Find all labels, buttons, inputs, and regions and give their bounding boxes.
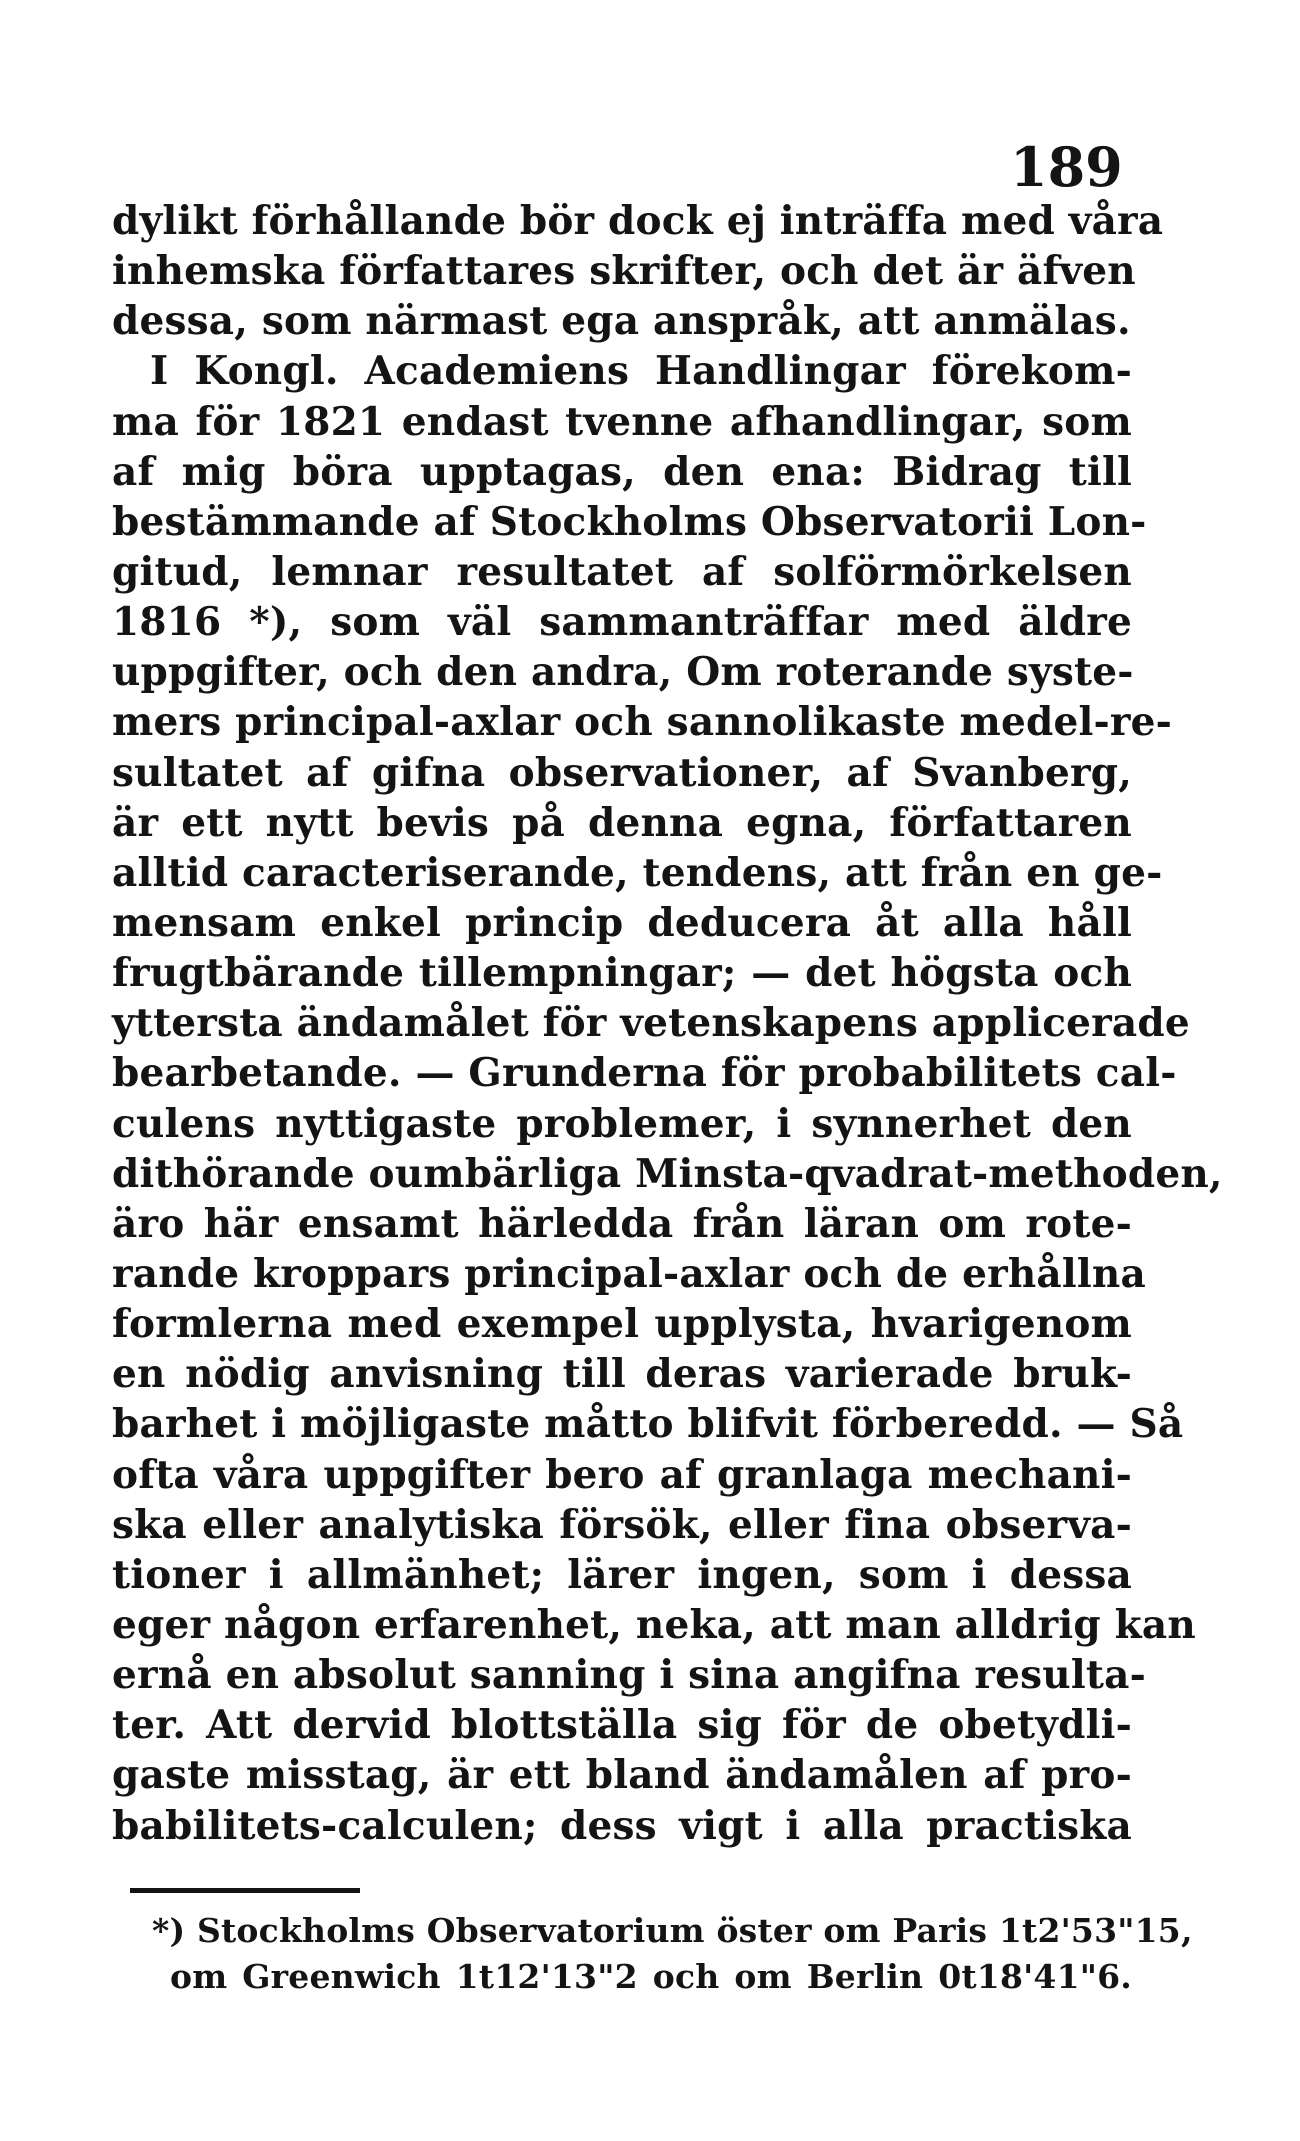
text-line: 1816 *), som väl sammanträffar med äldre [112, 599, 1132, 646]
text-line: alltid caracteriserande, tendens, att från en ge- [112, 849, 1163, 896]
footnotes [152, 1908, 1193, 2000]
text-line: culens nyttigaste problemer, i synnerhet den [112, 1100, 1132, 1147]
text-line: babilitets-calculen; dess vigt i alla practiska [112, 1802, 1132, 1849]
text-line: äro här ensamt härledda från läran om rote- [112, 1200, 1132, 1247]
page-number: 189 [1010, 135, 1123, 199]
text-line: ska eller analytiska försök, eller fina observa- [112, 1501, 1132, 1548]
text-line: barhet i möjligaste måtto blifvit förberedd. — Så [112, 1401, 1184, 1448]
text-line: dithörande oumbärliga Minsta-qvadrat-methoden, [112, 1150, 1223, 1197]
text-line: ofta våra uppgifter bero af granlaga mechani- [112, 1451, 1132, 1498]
text-line: uppgifter, och den andra, Om roterande syste- [112, 649, 1134, 696]
text-line: är ett nytt bevis på denna egna, författaren [112, 799, 1132, 846]
text-line: formlerna med exempel upplysta, hvarigenom [112, 1301, 1132, 1348]
body-text [112, 196, 1223, 1851]
text-line: ter. Att dervid blottställa sig för de obetydli- [112, 1702, 1132, 1749]
text-line: eger någon erfarenhet, neka, att man alldrig kan [112, 1601, 1196, 1648]
text-line: en nödig anvisning till deras varierade bruk- [112, 1351, 1132, 1398]
text-line: ma för 1821 endast tvenne afhandlingar, som [112, 398, 1132, 445]
text-line: frugtbärande tillempningar; — det högsta och [112, 950, 1132, 997]
text-line: gaste misstag, är ett bland ändamålen af pro- [112, 1752, 1132, 1799]
footnote-line: om Greenwich 1t12'13"2 och om Berlin 0t18'41"6. [170, 1957, 1132, 1996]
text-line: bearbetande. — Grunderna för probabilitets cal- [112, 1050, 1177, 1097]
text-line: af mig böra upptagas, den ena: Bidrag till [112, 448, 1132, 495]
text-line: mers principal-axlar och sannolikaste medel-re- [112, 699, 1173, 746]
text-line: I Kongl. Academiens Handlingar förekom- [150, 348, 1132, 395]
text-line: dessa, som närmast ega anspråk, att anmälas. [112, 298, 1131, 345]
footnote-line: *) Stockholms Observatorium öster om Paris 1t2'53"15, [152, 1911, 1193, 1950]
text-line: bestämmande af Stockholms Observatorii Lon- [112, 498, 1147, 545]
text-line: dylikt förhållande bör dock ej inträffa med våra [112, 198, 1164, 244]
text-line: tioner i allmänhet; lärer ingen, som i dessa [112, 1551, 1132, 1598]
text-line: ernå en absolut sanning i sina angifna resulta- [112, 1652, 1146, 1699]
text-line: rande kroppars principal-axlar och de erhållna [112, 1250, 1146, 1297]
text-line: yttersta ändamålet för vetenskapens applicerade [112, 1000, 1190, 1047]
footnote-divider [130, 1888, 360, 1893]
text-line: gitud, lemnar resultatet af solförmörkelsen [112, 548, 1132, 595]
text-line: mensam enkel princip deducera åt alla håll [112, 899, 1132, 946]
text-line: sultatet af gifna observationer, af Svanberg, [112, 749, 1132, 796]
text-line: inhemska författares skrifter, och det är äfven [112, 248, 1136, 295]
